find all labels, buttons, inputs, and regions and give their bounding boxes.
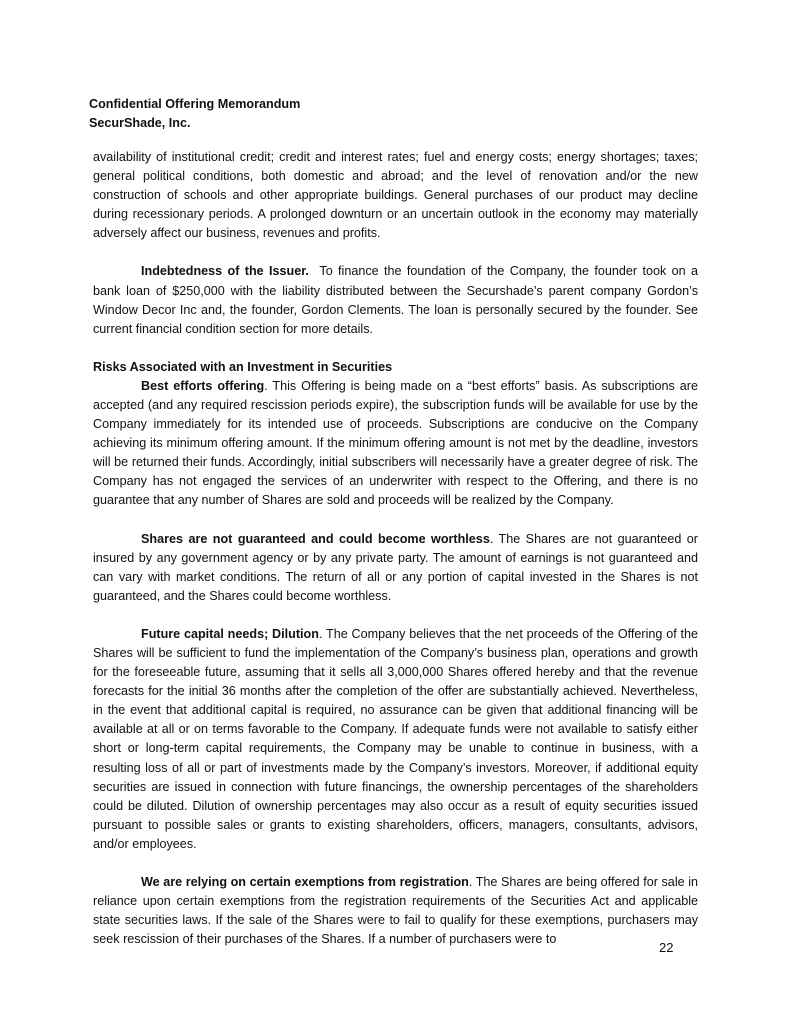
risk-lead: Shares are not guaranteed and could become worthless: [141, 531, 490, 546]
risk-lead: Best efforts offering: [141, 378, 265, 393]
company-name: SecurShade, Inc.: [89, 116, 191, 130]
risk-lead: We are relying on certain exemptions from registration: [141, 875, 469, 889]
risk-best-efforts: [93, 377, 698, 511]
risk-future-capital: [93, 625, 698, 854]
risk-text: . The Shares are being offered for sale in reliance upon certain exemptions from the registration requirements of the Securities Act and applicable state securities laws. If the sale of the Shares were to fail to qualify for these exemptions, purchasers may seek rescission of their purchases of the Shares. If a number of purchasers were to: [93, 875, 698, 947]
risk-lead: Future capital needs; Dilution: [141, 626, 319, 641]
paragraph-indebtedness: [93, 262, 702, 338]
risk-text: . This Offering is being made on a “best efforts” basis. As subscriptions are accepted (and any required rescission periods expire), the subscription funds will be available for use by the Company immediately for its intended use of proceeds. Subscriptions are conducive on the Company achieving its minimum offering amount. If the minimum offering amount is not met by the deadline, investors will be returned their funds. Accordingly, initial subscribers will necessarily have a greater degree of risk. The Company has not engaged the services of an underwriter with respect to the Offering, and there is no guarantee that any number of Shares are sold and proceeds will be realized by the Company.: [93, 378, 698, 508]
document-header: [89, 95, 300, 133]
paragraph-economic-conditions: [93, 148, 698, 243]
risk-text: . The Company believes that the net proceeds of the Offering of the Shares will be sufficient to fund the implementation of the Company’s business plan, operations and growth for the foreseeable future, assuming that it sells all 3,000,000 Shares offered hereby and that the revenue forecasts for the initial 36 months after the completion of the offer are substantially achieved. Nevertheless, in the event that additional capital is required, no assurance can be given that additional financing will be available at all or on terms favorable to the Company. If adequate funds were not available to satisfy either short or long-term capital requirements, the Company may be unable to continue in business, with a resulting loss of all or part of investments made by the Company’s investors. Moreover, if additional equity securities are issued in connection with future financings, the ownership percentages of the shareholders could be diluted. Dilution of ownership percentages may also occur as a result of equity securities issued pursuant to possible sales or grants to existing shareholders, officers, managers, consultants, advisors, and/or employees.: [93, 626, 699, 851]
paragraph-text: To finance the foundation of the Company, the founder took on a bank loan of $250,000 with the liability distributed between the Securshade’s parent company Gordon’s Window Decor Inc and, the founder, Gordon Clements. The loan is personally secured by the founder. See current financial condition section for more details.: [93, 264, 702, 336]
risk-exemptions: [93, 873, 698, 949]
document-title: Confidential Offering Memorandum: [89, 97, 301, 111]
document-body: [93, 148, 702, 968]
paragraph-text: availability of institutional credit; credit and interest rates; fuel and energy costs; energy shortages; taxes; general political conditions, both domestic and abroad; and the level of renovation and/or the new construction of schools and other appropriate buildings. General purchases of our product may decline during recessionary periods. A prolonged downturn or an uncertain outlook in the economy may materially adversely affect our business, revenues and profits.: [93, 150, 698, 241]
page-number: 22: [659, 940, 674, 955]
risk-text: . The Shares are not guaranteed or insured by any government agency or by any private party. The amount of earnings is not guaranteed and can vary with market conditions. The return of all or any portion of capital invested in the Shares is not guaranteed, and the Shares could become worthless.: [93, 531, 698, 603]
section-heading: Risks Associated with an Investment in Securities: [93, 359, 393, 374]
risk-shares-not-guaranteed: [93, 530, 698, 606]
paragraph-lead: Indebtedness of the Issuer.: [141, 264, 309, 279]
